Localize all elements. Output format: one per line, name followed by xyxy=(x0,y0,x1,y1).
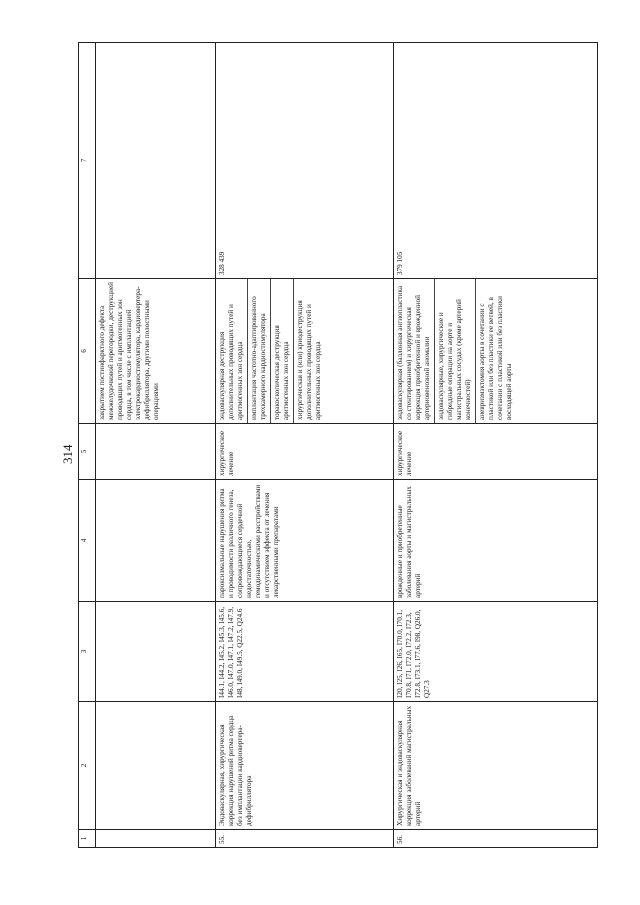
cell-methods xyxy=(216,279,394,424)
cell-num xyxy=(96,830,216,848)
table-row xyxy=(96,43,216,848)
cell-treatment: хирургическое лечение xyxy=(394,424,598,480)
cell-methods xyxy=(96,279,216,424)
method-item: торакоскопическая деструкция аритмогенных зон сердца xyxy=(270,279,291,423)
cell-cost xyxy=(96,43,216,279)
cell-name: Эндоваскулярная, хирургическая коррекция нарушений ритма сердца без имплантации кардиовертера-дефибриллятора xyxy=(216,702,394,830)
method-item: хирургическая и (или) криодеструкция дополнительных проводящих путей и аритмогенных зон сердца xyxy=(293,279,323,423)
cell-model: врожденные и приобретенные заболевания аорты и магистральных артерий xyxy=(394,480,598,602)
col-header-4: 4 xyxy=(79,480,96,602)
cell-codes: I44.1, I44.2, I45.2, I45.3, I45.6, I46.0, I47.0, I47.1, I47.2, I47.9, I48, I49.0, I49.5, Q22.5, Q24.6 xyxy=(216,602,394,702)
cell-codes: I20, I25, I26, I65, I70.0, I70.1, I70.8, I71, I72.0, I72.2, I72.3, I72.8, I73.1, I77.6, I98, Q26.0, Q27.3 xyxy=(394,602,598,702)
cell-model xyxy=(96,480,216,602)
cell-cost: 328 439 xyxy=(216,43,394,279)
method-item: эндоваскулярные, хирургические и гибридные операции на аорте и магистральных сосудах (кроме артерий конечностей) xyxy=(434,279,473,423)
cell-treatment: хирургическое лечение xyxy=(216,424,394,480)
method-item: эндоваскулярная (баллонная ангиопластика со стентированием) и хирургическая коррекция приобретенной и врожденной артериовенозной аномалии xyxy=(396,285,432,420)
method-item: эндоваскулярная деструкция дополнительных проводящих путей и аритмогенных зон сердца xyxy=(218,304,245,420)
cell-codes xyxy=(96,602,216,702)
cell-num: 56. xyxy=(394,830,598,848)
col-header-1: 1 xyxy=(79,830,96,848)
table-row xyxy=(216,43,394,848)
col-header-3: 3 xyxy=(79,602,96,702)
cell-methods xyxy=(394,279,598,424)
header-row xyxy=(79,43,96,848)
col-header-6: 6 xyxy=(79,279,96,424)
method-item: имплантация частотно-адаптированного трехкамерного кардиостимулятора xyxy=(247,279,268,423)
rotated-table-wrapper xyxy=(78,43,598,848)
table-row xyxy=(394,43,598,848)
cell-name: Хирургическая и эндоваскулярная коррекция заболеваний магистральных артерий xyxy=(394,702,598,830)
medical-care-table xyxy=(78,42,598,848)
page-number: 314 xyxy=(60,444,75,464)
cell-num: 55. xyxy=(216,830,394,848)
col-header-5: 5 xyxy=(79,424,96,480)
col-header-2: 2 xyxy=(79,702,96,830)
col-header-7: 7 xyxy=(79,43,96,279)
method-item: закрытием постинфарктного дефекта межжелудочковой перегородки, деструкцией проводящих путей и аритмогенных зон сердца, в том числе с имплантацией электрокардиостимулятора, кардиовертера-дефибриллятора, другими полостными операциями xyxy=(98,282,161,420)
cell-name xyxy=(96,702,216,830)
cell-model: пароксизмальные нарушения ритма и проводимости различного генеза, сопровождающиеся сердечной недостаточностью, гемодинамическими расстройствами и отсутствием эффекта от лечения лекарственными препаратами xyxy=(216,480,394,602)
cell-cost: 379 105 xyxy=(394,43,598,279)
cell-treatment xyxy=(96,424,216,480)
method-item: аневризмэктомия аорты в сочетании с пластикой или без пластики ее ветвей, в сочетании с пластикой или без пластики восходящей аорты xyxy=(475,279,514,423)
